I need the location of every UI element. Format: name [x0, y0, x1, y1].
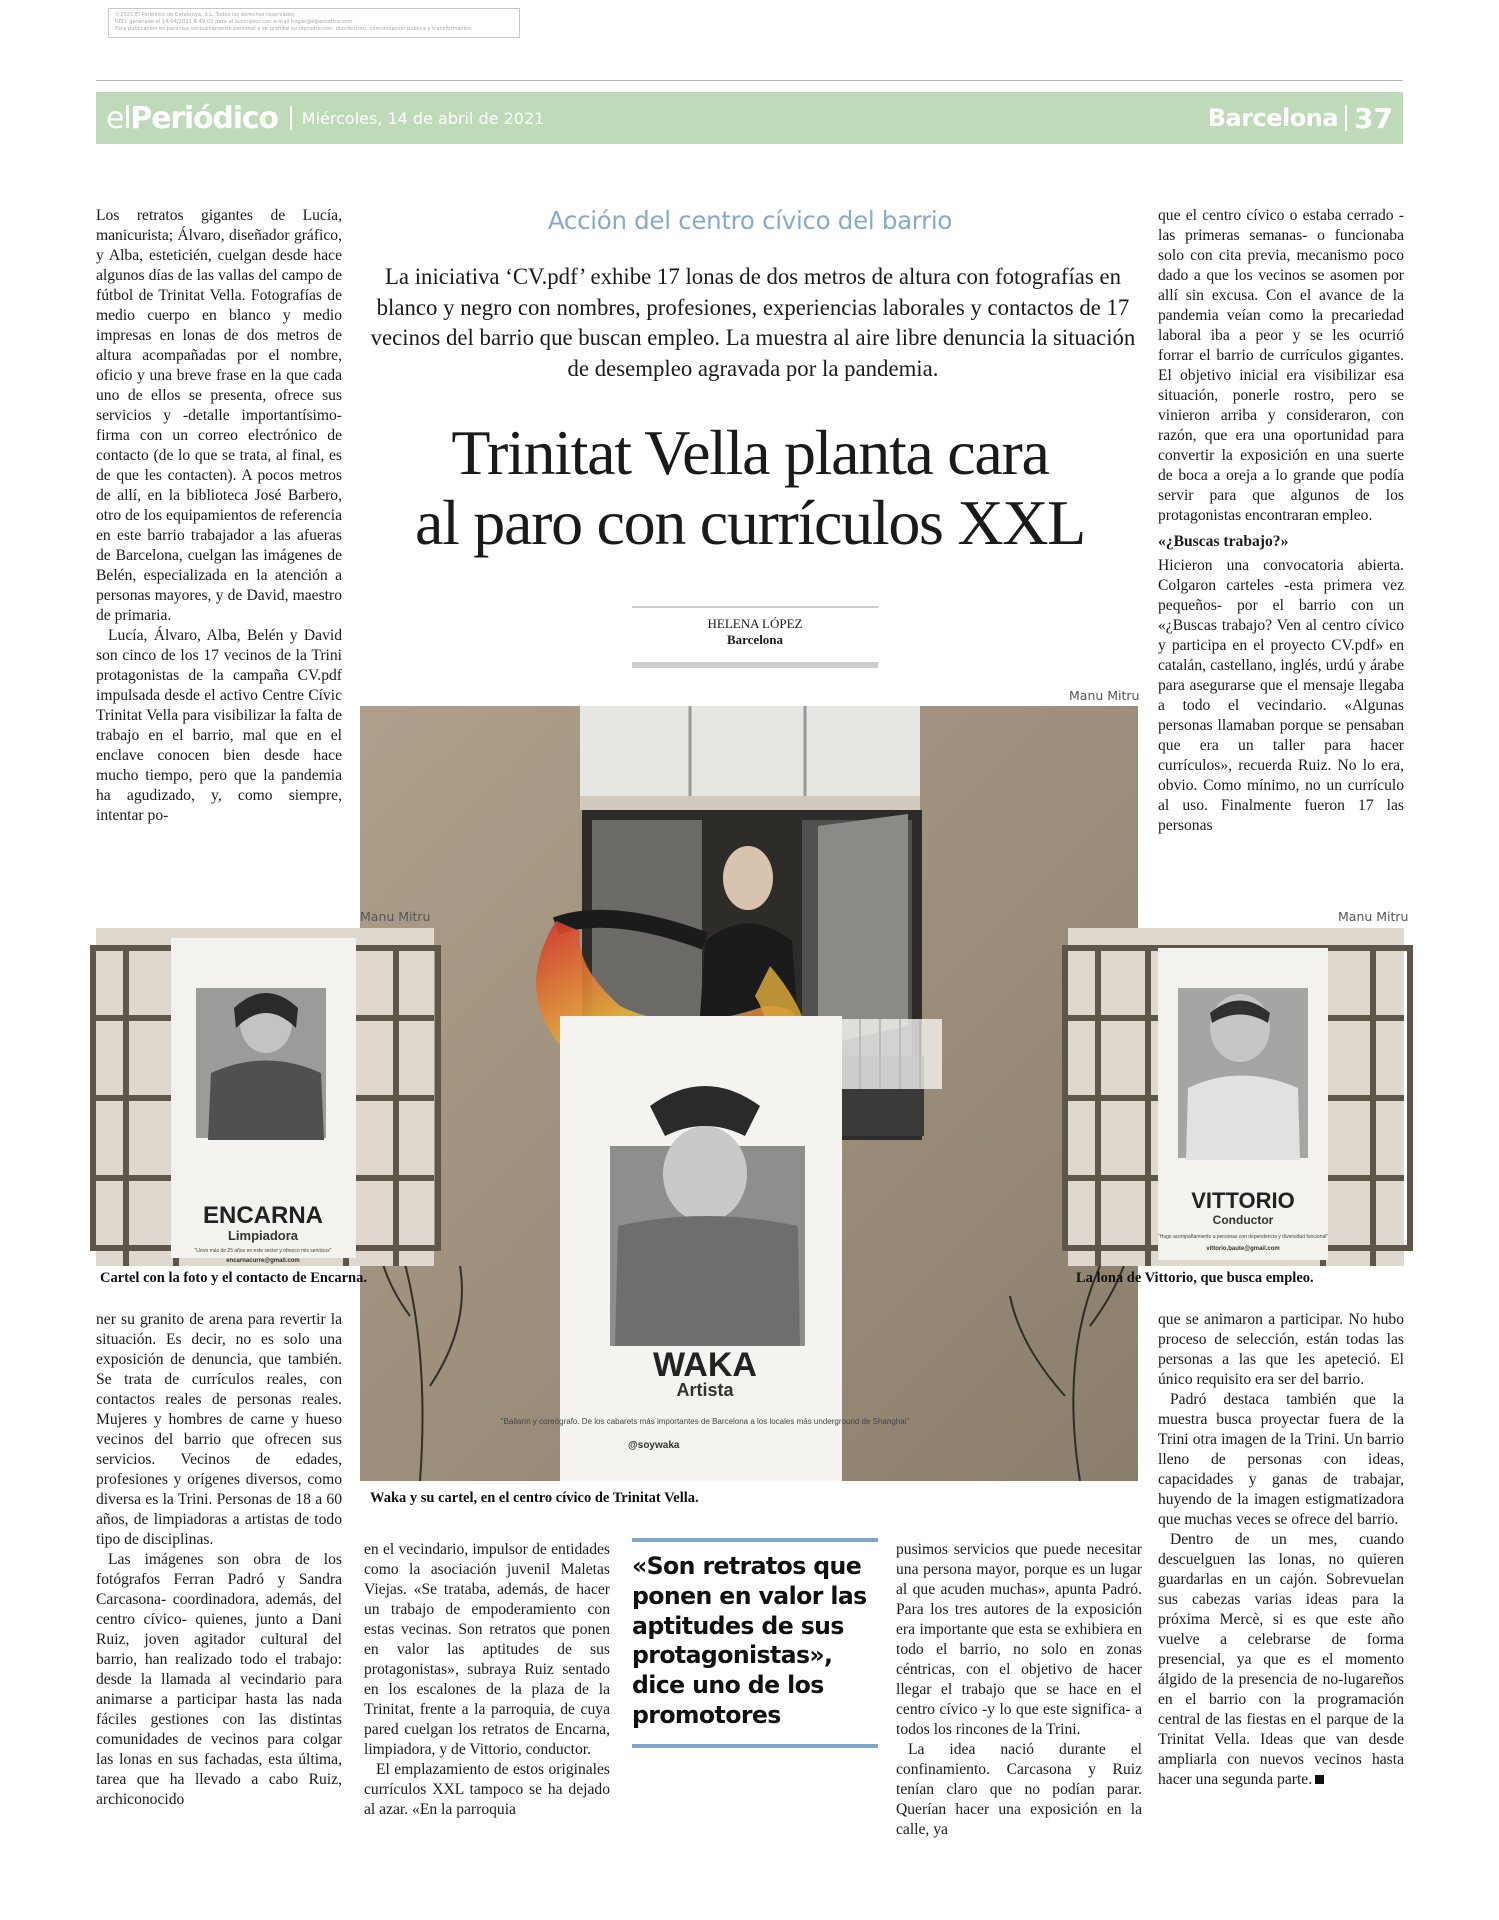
body-paragraph: que el centro cívico o estaba cerrado -las primeras semanas- o funcionaba solo con cita previa, mecanismo poco dado a que los vecinos se asomen por allí sin excusa. Con el avance de la pandemia veían como la precariedad laboral iba a peor y se les ocurrió forrar el barrio de currículos gigantes. El objetivo inicial era visibilizar esa situación, ponerle rostro, pero se vinieron arriba y consideraron, con razón, que era una oportunidad para convertir la exposición en una suerte de boca a oreja a lo grande que podía servir para que algunos de los protagonistas encontraran empleo.: [1158, 207, 1404, 524]
deck: La iniciativa ‘CV.pdf’ exhibe 17 lonas de dos metros de altura con fotografías en blanco y negro con nombres, profesiones, experiencias laborales y contactos de 17 vecinos del barrio que buscan empleo. La muestra al aire libre denuncia la situación de desempleo agravada por la pandemia.: [370, 264, 1136, 381]
body-paragraph: Los retratos gigantes de Lucía, manicurista; Álvaro, diseñador gráfico, y Alba, esteticién, cuelgan desde hace algunos días de las vallas del campo de fútbol de Trinitat Vella. Fotografías de medio cuerpo en blanco y medio impresas en lonas de dos metros de altura acompañadas por el nombre, oficio y una breve frase en la que cada uno de ellos se presenta, ofrece sus servicios y -detalle importantísimo- firma con un correo electrónico de contacto (de lo que se trata, al final, es de que les contacten). A pocos metros de allí, en la biblioteca José Barbero, otro de los equipamientos de referencia en este barrio trabajador a las afueras de Barcelona, cuelgan las imágenes de Belén, especializada en la atención a personas mayores, y de David, maestro de primaria.: [96, 207, 342, 624]
top-rule: [96, 80, 1403, 81]
kicker: Acción del centro cívico del barrio: [547, 206, 953, 235]
body-paragraph: [1158, 1530, 1404, 1790]
banner-role: Limpiadora: [227, 1228, 299, 1243]
body-paragraph: La idea nació durante el confinamiento. Carcasona y Ruiz tenían claro que no podían parar. Querían hacer una exposición en la calle, ya: [896, 1741, 1142, 1838]
column-5-top: [1158, 206, 1404, 900]
banner-name: VITTORIO: [1191, 1188, 1295, 1213]
main-photo: [360, 706, 1138, 1481]
right-photo: [1068, 928, 1404, 1266]
banner-text: "Bailarín y coreógrafo. De los cabarets más importantes de Barcelona a los locales más underground de Shanghai": [500, 1417, 910, 1426]
column-1-top: [96, 206, 342, 906]
left-photo: [96, 928, 434, 1266]
issue-date: Miércoles, 14 de abril de 2021: [301, 108, 545, 128]
body-paragraph: que se animaron a participar. No hubo proceso de selección, están todas las personas a las que les apeteció. El único requisito era ser del barrio.: [1158, 1311, 1404, 1388]
copyright-line: RED: generado el 14/04/2021 8:49:01 para el suscriptor con e-mail hogar@elperiodico.com: [115, 18, 353, 25]
banner-name: ENCARNA: [203, 1202, 323, 1229]
body-paragraph: Lucía, Álvaro, Alba, Belén y David son cinco de los 17 vecinos de la Trini protagonistas de la campaña CV.pdf impulsada desde el activo Centre Cívic Trinitat Vella para visibilizar la falta de trabajo en el barrio, mal que en el enclave conocen bien desde hace mucho tiempo, pero que la pandemia ha agudizado, y, como siempre, intentar po-: [96, 627, 342, 824]
pullquote: «Son retratos que ponen en valor las aptitudes de sus protagonistas», dice uno de los promotores: [632, 1552, 867, 1729]
byline-rule: [632, 662, 878, 668]
column-4-bottom: [896, 1540, 1142, 1838]
page-number: 37: [1354, 101, 1393, 135]
column-2-bottom: [364, 1540, 610, 1818]
banner-text: "Llevo más de 25 años en este sector y ofrezco mis servicios": [194, 1248, 332, 1254]
byline-rule: [632, 606, 878, 608]
banner-email: vittorio.baute@gmail.com: [1206, 1246, 1280, 1252]
pullquote-rule: [632, 1744, 878, 1748]
headline-line: Trinitat Vella planta cara: [451, 417, 1049, 488]
byline-city: Barcelona: [726, 632, 784, 647]
masthead-separator: [290, 106, 292, 130]
body-paragraph: ner su granito de arena para revertir la situación. Es decir, no es solo una exposición de denuncia, que también. Se trata de currículos reales, con contactos reales de personas reales. Mujeres y hombres de carne y hueso vecinos del barrio que ofrecen sus servicios. Vecinos de edades, profesiones y orígenes diversos, como diversa es la Trini. Personas de 18 a 60 años, de limpiadoras a artistas de todo tipo de disciplinas.: [96, 1311, 342, 1548]
copyright-notice: [108, 8, 520, 38]
copyright-line: Esta publicación es para uso exclusivamente personal y se prohíbe su reproducción, distribución, comunicación pública y transformación: [115, 25, 472, 32]
banner-email: encarnacurre@gmail.com: [226, 1258, 300, 1264]
masthead: [96, 92, 1403, 144]
body-paragraph: Padró destaca también que la muestra busca proyectar fuera de la Trini otra imagen de la Trini. Un barrio lleno de personas con ideas, capacidades y ganas de trabajar, huyendo de la imagen estigmatizadora que muchas veces se ofrece del barrio.: [1158, 1391, 1404, 1528]
body-paragraph: pusimos servicios que puede necesitar una persona mayor, porque es un lugar al que acuden muchas», apunta Padró. Para los tres autores de la exposición era importante que esta se exhibiera en todo el barrio, no solo en zonas céntricas, con el objetivo de hacer llegar el trabajo que se hace en el centro cívico -y lo que este significa- a todos los rincones de la Trini.: [896, 1541, 1142, 1738]
headline: [360, 418, 1140, 558]
banner-role: Conductor: [1212, 1213, 1274, 1227]
column-1-bottom: [96, 1310, 342, 1810]
copyright-line: ©2021 El Periódico de Catalunya, S.L. Todos los derechos reservados: [115, 12, 295, 18]
final-paragraph-text: Dentro de un mes, cuando descuelguen las lonas, no quieren guardarlas en un cajón. Sobrevuelan sus cabezas varias ideas para la próxima Mercè, si es que este año vuelve a celebrarse de forma presencial, ya que es el momento álgido de la presencia de no-lugareños en el barrio con la programación central de las fiestas en el parque de la Trinitat Vella. Ideas que van desde ampliarla con nuevos vecinos hasta hacer una segunda parte.: [1158, 1531, 1404, 1788]
body-paragraph: en el vecindario, impulsor de entidades como la asociación juvenil Maletas Viejas. «Se trataba, además, de hacer un trabajo de empoderamiento con estas vecinas. Son retratos que ponen en valor las aptitudes de sus protagonistas», subraya Ruiz sentado en los escalones de la plaza de la Trinitat, frente a la parroquia, de cuya pared cuelgan los retratos de Encarna, limpiadora, y de Vittorio, conductor.: [364, 1541, 610, 1758]
body-paragraph: Hicieron una convocatoria abierta. Colgaron carteles -esta primera vez pequeños- por el barrio con un «¿Buscas trabajo? Ven al centro cívico y participa en el proyecto CV.pdf» en catalán, castellano, inglés, urdú y árabe para asegurarse que el mensaje llegaba a todo el vecindario. «Algunas personas llamaban porque se pensaban que era un taller para hacer currículos», recuerda Ruiz. No lo era, obvio. Como mínimo, no un currículo al uso. Finalmente fueron 17 las personas: [1158, 557, 1404, 834]
subheading: «¿Buscas trabajo?»: [1158, 533, 1289, 550]
column-5-bottom: [1158, 1310, 1404, 1810]
banner-text: "Hago acompañamiento a personas con dependencia y diversidad funcional": [1157, 1234, 1329, 1240]
section-name: Barcelona: [1207, 104, 1339, 132]
main-photo-caption: Waka y su cartel, en el centro cívico de Trinitat Vella.: [370, 1490, 699, 1506]
banner-role: Artista: [676, 1380, 734, 1400]
end-of-article-icon: [1315, 1775, 1324, 1784]
headline-line: al paro con currículos XXL: [415, 487, 1085, 558]
brand-logo: elPeriódico: [106, 100, 278, 136]
photo-credit: Manu Mitru: [1069, 688, 1140, 703]
banner-handle: @soywaka: [628, 1440, 680, 1451]
body-paragraph: Las imágenes son obra de los fotógrafos Ferran Padró y Sandra Carcasona- coordinadora, además, del centro cívico- quienes, junto a Dani Ruiz, joven agitador cultural del barrio, han realizado todo el trabajo: desde la llamada al vecindario para animarse a participar hasta las nada fáciles gestiones con las distintas comunidades de vecinos para colgar las lonas en sus fachadas, esta última, tarea que ha llevado a cabo Ruiz, archiconocido: [96, 1551, 342, 1808]
author: HELENA LÓPEZ: [707, 616, 803, 631]
photo-credit: Manu Mitru: [360, 909, 431, 924]
pullquote-rule: [632, 1538, 878, 1542]
masthead-separator: [1345, 105, 1347, 131]
banner-name: WAKA: [653, 1346, 757, 1384]
body-paragraph: El emplazamiento de estos originales currículos XXL tampoco se ha dejado al azar. «En la parroquia: [364, 1761, 610, 1818]
right-photo-caption: La lona de Vittorio, que busca empleo.: [1076, 1270, 1314, 1286]
byline: [632, 616, 878, 648]
photo-credit: Manu Mitru: [1338, 909, 1409, 924]
left-photo-caption: Cartel con la foto y el contacto de Encarna.: [100, 1270, 367, 1286]
